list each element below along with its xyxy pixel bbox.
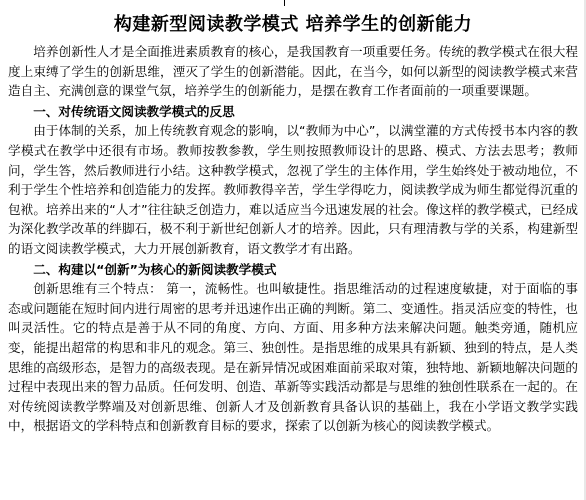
- intro-paragraph: 培养创新性人才是全面推进素质教育的核心，是我国教育一项重要任务。传统的教学模式在很大程度上束缚了学生的创新思维，湮灭了学生的创新潜能。因此，在当今，如何以新型的阅读教学模式来营造自主、充满创意的课堂气氛，培养学生的创新能力，是摆在教育工作者面前的一项重要课题。: [8, 44, 578, 99]
- section-1-heading: 一、对传统语文阅读教学模式的反思: [33, 103, 235, 119]
- section-2-paragraph: 创新思维有三个特点： 第一，流畅性。也叫敏捷性。指思维活动的过程速度敏捷，对于面临的事态或问题能在短时间内进行周密的思考并迅速作出正确的判断。第二、变通性。指灵活应变的特性，也叫灵活性。它的特点是善于从不同的角度、方向、方面、用多种方法来解决问题。触类旁通，随机应变，能提出超常的构思和非凡的观念。第三、独创性。是指思维的成果具有新颖、独到的特点，是人类思维的高级形态，是智力的高级表现。是在新异情况或困难面前采取对策，独特地、新颖地解决问题的过程中表现出来的智力品质。任何发明、创造、革新等实践活动都是与思维的独创性联系在一起的。在对传统阅读教学弊端及对创新思维、创新人才及创新教育具备认识的基础上，我在小学语文教学实践中，根据语文的学科特点和创新教育目标的要求，探索了以创新为核心的阅读教学模式。: [8, 281, 578, 434]
- section-2-heading: 二、构建以“创新”为核心的新阅读教学模式: [33, 261, 277, 277]
- section-1-paragraph: 由于体制的关系，加上传统教育观念的影响，以“教师为中心”，以满堂灌的方式传授书本内容的教学模式在教学中还很有市场。教师按教参教，学生则按照教师设计的思路、模式、方法去思考；教师问，学生答，然后教师进行小结。这种教学模式，忽视了学生的主体作用，学生始终处于被动地位，不利于学生个性培养和创造能力的发挥。教师教得辛苦，学生学得吃力，阅读教学成为师生都觉得沉重的包袱。培养出来的“人才”往往缺乏创造力，难以适应当今迅速发展的社会。像这样的教学模式，已经成为深化教学改革的绊脚石，极不利于新世纪创新人才的培养。因此，只有理清教与学的关系，构建新型的语文阅读教学模式，大力开展创新教育，语文教学才有出路。: [8, 123, 578, 256]
- document-title: 构建新型阅读教学模式 培养学生的创新能力: [113, 14, 473, 35]
- text-cursor: [284, 0, 285, 6]
